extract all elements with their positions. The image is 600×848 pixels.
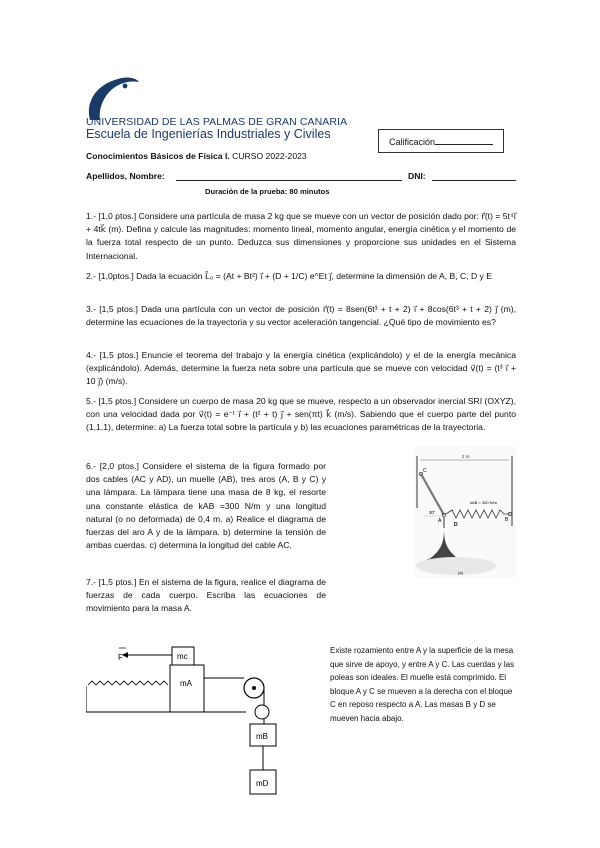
compressed-spring <box>88 681 168 685</box>
block-a <box>170 665 204 712</box>
grade-line <box>435 135 493 145</box>
question-3: 3.- [1,5 ptos.] Dada una partícula con un vector de posición r⃗(t) = 8sen(6t³ + t + 2) i⃗ + 8cos(6t³ + t + 2) j⃗ (m), determine las ecuaciones de la trayectoria y su vector aceleración tangencial. ¿Qué tipo de movimiento es? <box>86 304 516 328</box>
mass-a-label: mA <box>180 679 192 688</box>
mass-b-label: mB <box>256 732 268 741</box>
label-a: A <box>438 518 442 524</box>
spring-label: kAB = 300 N/m <box>470 500 498 505</box>
grade-box <box>378 129 504 153</box>
question-6: 6.- [2,0 ptos.] Considere el sistema de la figura formado por dos cables (AC y AD), un muelle (AB), tres aros (A, B y C) y una lámpara. La lámpara tiene una masa de 8 kg, el resorte una constante elástica de kAB =300 N/m y una longitud natural (o no deformada) de 0,4 m. a) Realice el diagrama de fuerzas del aro A y de la lámpara. b) determine la tensión de ambas cuerdas. c) determina la longitud del cable AC. <box>86 461 326 551</box>
mass-c-label: mc <box>177 652 188 661</box>
force-arrowhead-icon <box>122 652 128 658</box>
pulley-2-icon <box>255 705 269 719</box>
question-1: 1.- [1,0 ptos.] Considere una partícula de masa 2 kg que se mueve con un vector de posición dado por: r⃗(t) = 5t⁴i⃗ + 4tk⃗ (m). Defina y calcule las magnitudes: momento lineal, momento angular, energía cinética y el momento de la fuerza total respecto de un punto. Deduzca sus dimensiones y proporcione sus unidades en el Sistema Internacional. <box>86 211 516 261</box>
force-label: F <box>118 653 123 662</box>
dni-label: DNI: <box>408 171 426 181</box>
lamp-shadow <box>416 557 496 575</box>
exam-duration: Duración de la prueba: 80 minutos <box>205 187 330 196</box>
figure-caption: (a) <box>458 570 463 575</box>
name-field-line[interactable] <box>176 180 402 181</box>
label-d: D <box>454 522 458 528</box>
course-name: Conocimientos Básicos de Física I. <box>86 151 230 161</box>
question-7: 7.- [1,5 ptos.] En el sistema de la figura, realice el diagrama de fuerzas de cada cuerpo. Escriba las ecuaciones de movimiento para la masa A. <box>86 577 326 614</box>
width-label: 2 m <box>462 454 470 459</box>
course-title <box>86 151 307 161</box>
course-year: CURSO 2022-2023 <box>232 151 307 161</box>
label-c: C <box>423 468 427 474</box>
lamp-system-figure <box>414 446 516 578</box>
figure-note: Existe rozamiento entre A y la superficie de la mesa que sirve de apoyo, y entre A y C. Las cuerdas y las poleas son ideales. El muelle está comprimido. El bloque A y C se mueven a la derecha con el bloque C en reposo respecto a A. Las masas B y D se mueven hacia abajo. <box>330 646 515 723</box>
angle-label: 30° <box>429 510 436 515</box>
name-label: Apellidos, Nombre: <box>86 171 165 181</box>
pulley-1-axle <box>252 686 256 690</box>
grade-label: Calificación <box>389 137 436 147</box>
school-name: Escuela de Ingenierías Industriales y Civiles <box>86 127 331 141</box>
mass-d-label: mD <box>256 779 269 788</box>
dni-field-line[interactable] <box>432 180 516 181</box>
university-name: UNIVERSIDAD DE LAS PALMAS DE GRAN CANARIA <box>86 116 348 128</box>
blocks-pulley-figure <box>86 642 326 802</box>
question-5: 5.- [1,5 ptos.] Considere un cuerpo de masa 20 kg que se mueve, respecto a un observador inercial SRI (OXYZ), con una velocidad dada por v⃗(t) = e⁻ᵗ i⃗ + (t² + t) j⃗ + sen(πt) k⃗ (m/s). Sabiendo que el cuerpo parte del punto (1,1,1), determine: a) La fuerza total sobre la partícula y b) las ecuaciones paramétricas de la trayectoria. <box>86 396 516 433</box>
question-4: 4.- [1,5 ptos.] Enuncie el teorema del trabajo y la energía cinética (explicándolo) y el de la energía mecánica (explicándolo). Además, determine la fuerza neta sobre una partícula que se mueve con velocidad v⃗(t) = (t³ i⃗ + 10 j⃗) (m/s). <box>86 350 516 387</box>
question-2: 2.- [1,0ptos.] Dada la ecuación L⃗₀ = (At + Bt²) i⃗ + (D + 1/C) e^Et j⃗, determine la dimensión de A, B, C, D y E <box>86 271 492 281</box>
label-b: B <box>505 517 509 523</box>
